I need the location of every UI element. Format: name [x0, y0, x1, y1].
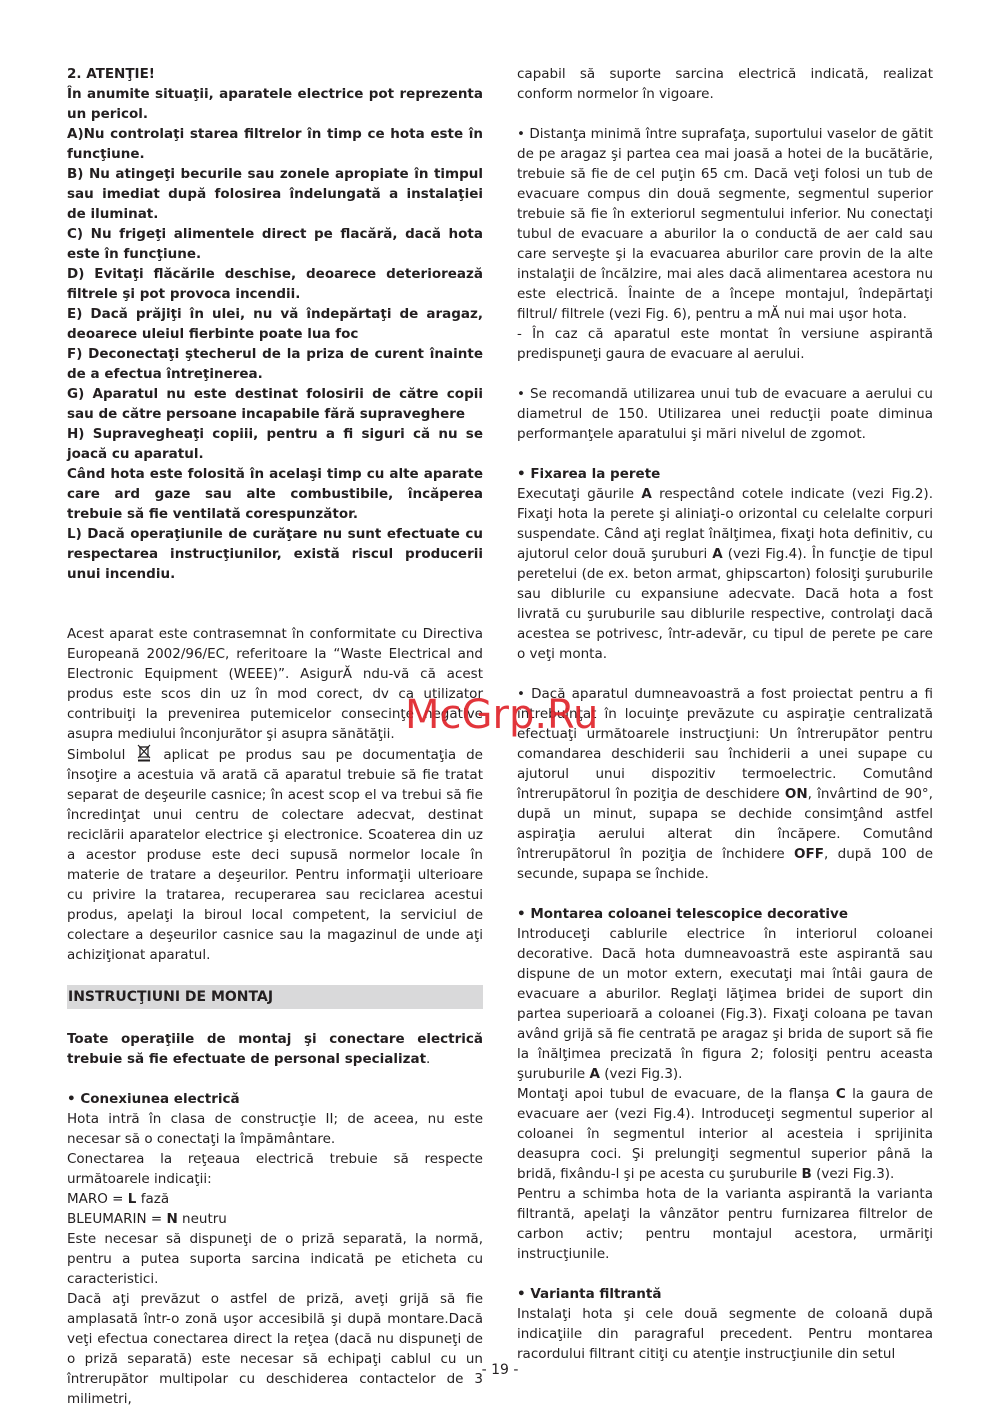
electric-heading: • Conexiunea electrică [67, 1091, 240, 1107]
electric-line-2: Conectarea la reţeaua electrică trebuie să respecte următoarele indicaţii: [67, 1151, 483, 1187]
text-run: Executaţi găurile [517, 486, 642, 502]
page-number: - 19 - [481, 1362, 519, 1378]
text-run: A [712, 546, 723, 562]
electric-line-1: Hota intră în clasa de construcţie II; de aceea, nu este necesar să o conectaţi la împământare. [67, 1111, 483, 1147]
warning-line: B) Nu atingeţi becurile sau zonele apropiate în timpul sau imediat după folosirea îndelungată a instalaţiei de iluminat. [67, 166, 483, 222]
text-run: • Dacă aparatul dumneavoastră a fost proiectat pentru a fi întrebuinţat în locuinţe prevăzute cu aspiraţie centralizată efectuaţi următoarele instrucţiuni: Un întrerupător pentru comandarea deschiderii sau închiderii a unei supape cu ajutorul unui dispozitiv termoelectric. Comutând întrerupătorul în poziţia de deschidere [517, 686, 933, 802]
flange-paragraph [517, 1084, 933, 1184]
watermark: McGrp.Ru [405, 692, 599, 738]
aspirant-note: - În caz că aparatul este montat în versiune aspirantă predispuneţi gaura de evacuare al aerului. [517, 326, 933, 362]
warning-block [67, 64, 483, 584]
filter-paragraph: Instalaţi hota şi cele două segmente de coloană după indicaţiile din paragraful precedent. Pentru montarea racordului filtrant citiţi cu atenţie instrucţiunile din setul [517, 1306, 933, 1362]
distance-paragraph: • Distanţa minimă între suprafaţa, suportului vaselor de gătit de pe aragaz şi partea cea mai joasă a hotei de la bucătărie, trebuie să fie de cel puţin 65 cm. Dacă veţi folosi un tub de evacuare compus din două segmente, segmentul superior trebuie să fie în exteriorul segmentului inferior. Nu conectaţi tubul de evacuare a aburilor la o conductă de aer cald sau care serveşte şi la evacuarea aburilor care provin de la alte instalaţii de încălzire, mai ales dacă alimentarea acestora nu este electrică. Înainte de a începe montajul, îndepărtaţi filtrul/ filtrele (vezi Fig. 6), pentru a mĂ nui mai uşor hota. [517, 126, 933, 322]
text-run: ON [784, 786, 808, 802]
text-run: , după 100 de secunde, supapa se închide. [517, 846, 934, 882]
warning-line: În anumite situaţii, aparatele electrice pot reprezenta un pericol. [67, 86, 483, 122]
warning-line: C) Nu frigeţi alimentele direct pe flacără, dacă hota este în funcţiune. [67, 226, 483, 262]
text-run: respectând cotele indicate (vezi Fig.2). Fixaţi hota la perete şi aliniaţi-o orizontal cu celelalte corpuri suspendate. Când aţi reglat înălţimea, fixaţi hota definitiv, cu ajutorul celor două şuruburi [517, 486, 933, 562]
warning-line: E) Dacă prăjiţi în ulei, nu vă îndepărtaţi de aragaz, deoarece uleiul fierbinte poate lua foc [67, 306, 483, 342]
symbol-prefix: Simbolul [67, 747, 126, 763]
electric-more-1: Este necesar să dispuneţi de o priză separată, la normă, pentru a putea suporta sarcina indicată pe eticheta cu caracteristici. [67, 1231, 483, 1287]
text-run: la gaura de evacuare aer (vezi Fig.4). Introduceţi segmentul superior al coloanei în segmentul interior al acesteia i sprijinita deasupra coci. Şi prelungiţi segmentul superior până la bridă, fixându-l şi pe acesta cu şuruburile [517, 1086, 934, 1182]
install-note: Toate operaţiile de montaj şi conectare electrică trebuie să fie efectuate de personal specializat. [67, 1031, 483, 1067]
symbol-text: aplicat pe produs sau pe documentaţia de însoţire a acestuia vă arată că aparatul trebuie să fie tratat separat de deşeurile casnice; în acest scop el va trebui să fie încredinţat unui centru de colectare adecvat, destinat reciclării aparatelor electrice şi electronice. Scoaterea din uz a acestor produse este deci supusă normelor locale în materie de tratare a deşeurilor. Pentru informaţii ulterioare cu privire la tratarea, recuperarea sau reciclarea acestui produs, apelaţi la biroul local competent, la serviciul de colectare a deşeurilor casnice sau la magazinul de unde aţi achiziţionat aparatul. [67, 747, 483, 963]
filter-heading: • Varianta filtrantă [517, 1286, 662, 1302]
wall-paragraph [517, 484, 933, 664]
filter-change: Pentru a schimba hota de la varianta aspirantă la varianta filtrantă, apelaţi la vânzător pentru furnizarea filtrelor de carbon activ; pentru montajul acestora, urmăriţi instrucţiunile. [517, 1186, 933, 1262]
text-run: A [589, 1066, 600, 1082]
text-run: C [835, 1086, 846, 1102]
column-heading: • Montarea coloanei telescopice decorative [517, 906, 848, 922]
weee-paragraph: Acest aparat este contrasemnat în conformitate cu Directiva Europeană 2002/96/EC, referitoare la “Waste Electrical and Electronic Equipment (WEEE)”. AsigurĂ ndu-vă că acest produs este scos din uz în mod corect, dv ca utilizator contribuiţi la prevenirea putemicelor consecinţe negative asupra mediului înconjurător şi asupra sănătăţii. [67, 626, 483, 742]
symbol-paragraph [67, 744, 483, 965]
text-run: (vezi Fig.4). În funcţie de tipul peretelui (de ex. beton armat, ghipscarton) folosiţi şuruburile sau diblurile cu expansiune adecvate. Dacă hota a fost livrată cu şuruburile sau diblurile respective, controlaţi dacă acestea se potrivesc, într-adevăr, cu tipul de perete pe care o veţi monta. [517, 546, 933, 662]
text-run: B [801, 1166, 812, 1182]
warning-line: D) Evitaţi flăcările deschise, deoarece deteriorează filtrele şi pot provoca incendii. [67, 266, 483, 302]
warning-title: 2. ATENŢIE! [67, 66, 155, 82]
wall-heading: • Fixarea la perete [517, 466, 661, 482]
text-run: OFF [794, 846, 824, 862]
warning-line: F) Deconectaţi ştecherul de la priza de curent înainte de a efectua întreţinerea. [67, 346, 483, 382]
wire-blue: BLEUMARIN = N neutru [67, 1211, 227, 1227]
section-title: INSTRUCŢIUNI DE MONTAJ [67, 985, 483, 1009]
text-run: (vezi Fig.3). [811, 1166, 895, 1182]
text-run: A [641, 486, 652, 502]
warning-lines [67, 84, 483, 584]
text-run: Introduceţi cablurile electrice în interiorul coloanei decorative. Dacă hota dumneavoastră este aspirantă sau dispune de un motor extern, executaţi mai întâi gaura de evacuare a aburilor. Reglaţi lăţimea bridei de suport din partea superioară a coloanei (Fig.3). Fixaţi coloana pe tavan având grijă să fie centrată pe aragaz şi brida de suport să fie la înălţimea precizată în figura 2; folosiţi pentru aceasta şuruburile [517, 926, 933, 1082]
column-paragraph [517, 924, 933, 1084]
tube-paragraph: • Se recomandă utilizarea unui tub de evacuare a aerului cu diametrul de 150. Utilizarea unei reducţii poate diminua performanţele aparatului şi mări nivelul de zgomot. [517, 386, 933, 442]
wire-brown: MARO = L fază [67, 1191, 170, 1207]
text-run: , învârtind de 90°, după un minut, supapa se dechide consimţând astfel aspiraţia aerului alterat din încăpere. Comutând întrerupătorul în poziţia de închidere [517, 786, 933, 862]
warning-line: A)Nu controlaţi starea filtrelor în timp ce hota este în funcţiune. [67, 126, 483, 162]
crossed-bin-icon [137, 744, 151, 762]
warning-line: G) Aparatul nu este destinat folosirii de către copii sau de către persoane incapabile fără supraveghere [67, 386, 483, 422]
warning-line: H) Supravegheaţi copiii, pentru a fi siguri că nu se joacă cu aparatul. [67, 426, 483, 462]
text-run: (vezi Fig.3). [599, 1066, 683, 1082]
warning-line: Când hota este folosită în acelaşi timp cu alte aparate care ard gaze sau alte combustibile, încăperea trebuie să fie ventilată corespunzător. [67, 466, 483, 522]
continuation: capabil să suporte sarcina electrică indicată, realizat conform normelor în vigoare. [517, 66, 933, 102]
warning-line: L) Dacă operaţiunile de curăţare nu sunt efectuate cu respectarea instrucţiunilor, există riscul producerii unui incendiu. [67, 526, 483, 582]
text-run: Montaţi apoi tubul de evacuare, de la flanşa [517, 1086, 836, 1102]
electric-more-2: Dacă aţi prevăzut o astfel de priză, aveţi grijă să fie amplasată într-o zonă uşor accesibilă şi după montare.Dacă veţi efectua conectarea direct la reţea (dacă nu dispuneţi de o priză separată) este necesar să echipaţi cablul cu un întrerupător multipolar cu deschiderea contactelor de 3 milimetri, [67, 1291, 483, 1407]
